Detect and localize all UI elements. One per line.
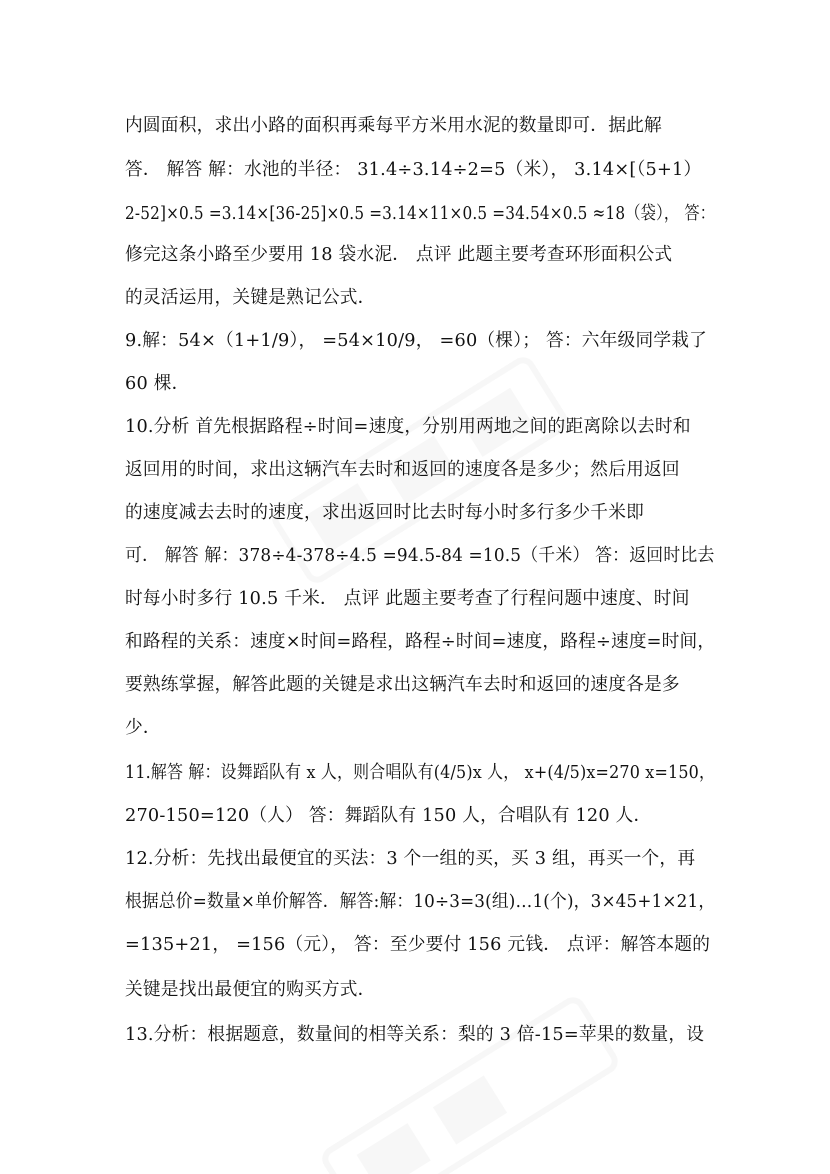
text-line: 11.解答 解：设舞蹈队有 x 人，则合唱队有(4/5)x 人， x+(4/5)x=270 x=150， <box>125 762 716 783</box>
text-line: 2-52]×0.5 =3.14×[36-25]×0.5 =3.14×11×0.5 =34.54×0.5 ≈18（袋）， 答： <box>125 203 716 224</box>
text-line: 270-150=120（人） 答：舞蹈队有 150 人，合唱队有 120 人． <box>125 805 652 826</box>
text-line: =135+21， =156（元）， 答：至少要付 156 元钱． 点评：解答本题的 <box>125 934 711 955</box>
text-line: 和路程的关系：速度×时间=路程，路程÷时间=速度，路程÷速度=时间， <box>125 631 716 652</box>
text-line: 时每小时多行 10.5 千米． 点评 此题主要考查了行程问题中速度、时间 <box>125 588 690 609</box>
text-line: 9.解：54×（1+1/9）， =54×10/9， =60（棵）； 答：六年级同学栽了 <box>125 330 708 351</box>
text-line: 根据总价=数量×单价解答．解答:解：10÷3=3(组)…1(个)，3×45+1×21， <box>125 891 716 912</box>
text-line: 60 棵． <box>125 373 190 394</box>
text-line: 返回用的时间，求出这辆汽车去时和返回的速度各是多少；然后用返回 <box>125 459 680 480</box>
text-line: 12.分析：先找出最便宜的买法：3 个一组的买，买 3 组，再买一个，再 <box>125 848 696 869</box>
text-line: 的速度减去去时的速度，求出返回时比去时每小时多行多少千米即 <box>125 502 645 523</box>
text-line: 要熟练掌握，解答此题的关键是求出这辆汽车去时和返回的速度各是多 <box>125 674 680 695</box>
text-line: 10.分析 首先根据路程÷时间=速度，分别用两地之间的距离除以去时和 <box>125 416 691 437</box>
text-line: 答． 解答 解：水池的半径： 31.4÷3.14÷2=5（米）， 3.14×[（5+1） <box>125 159 702 180</box>
text-line: 修完这条小路至少要用 18 袋水泥． 点评 此题主要考查环形面积公式 <box>125 244 673 265</box>
text-line: 的灵活运用，关键是熟记公式． <box>125 287 376 308</box>
text-line: 关键是找出最便宜的购买方式． <box>125 979 376 1000</box>
text-line: 可． 解答 解：378÷4-378÷4.5 =94.5-84 =10.5（千米） 答：返回时比去 <box>125 545 715 566</box>
text-line: 少． <box>125 717 161 738</box>
text-line: 13.分析：根据题意，数量间的相等关系：梨的 3 倍-15=苹果的数量，设 <box>125 1024 705 1045</box>
text-line: 内圆面积，求出小路的面积再乘每平方米用水泥的数量即可．据此解 <box>125 115 662 136</box>
